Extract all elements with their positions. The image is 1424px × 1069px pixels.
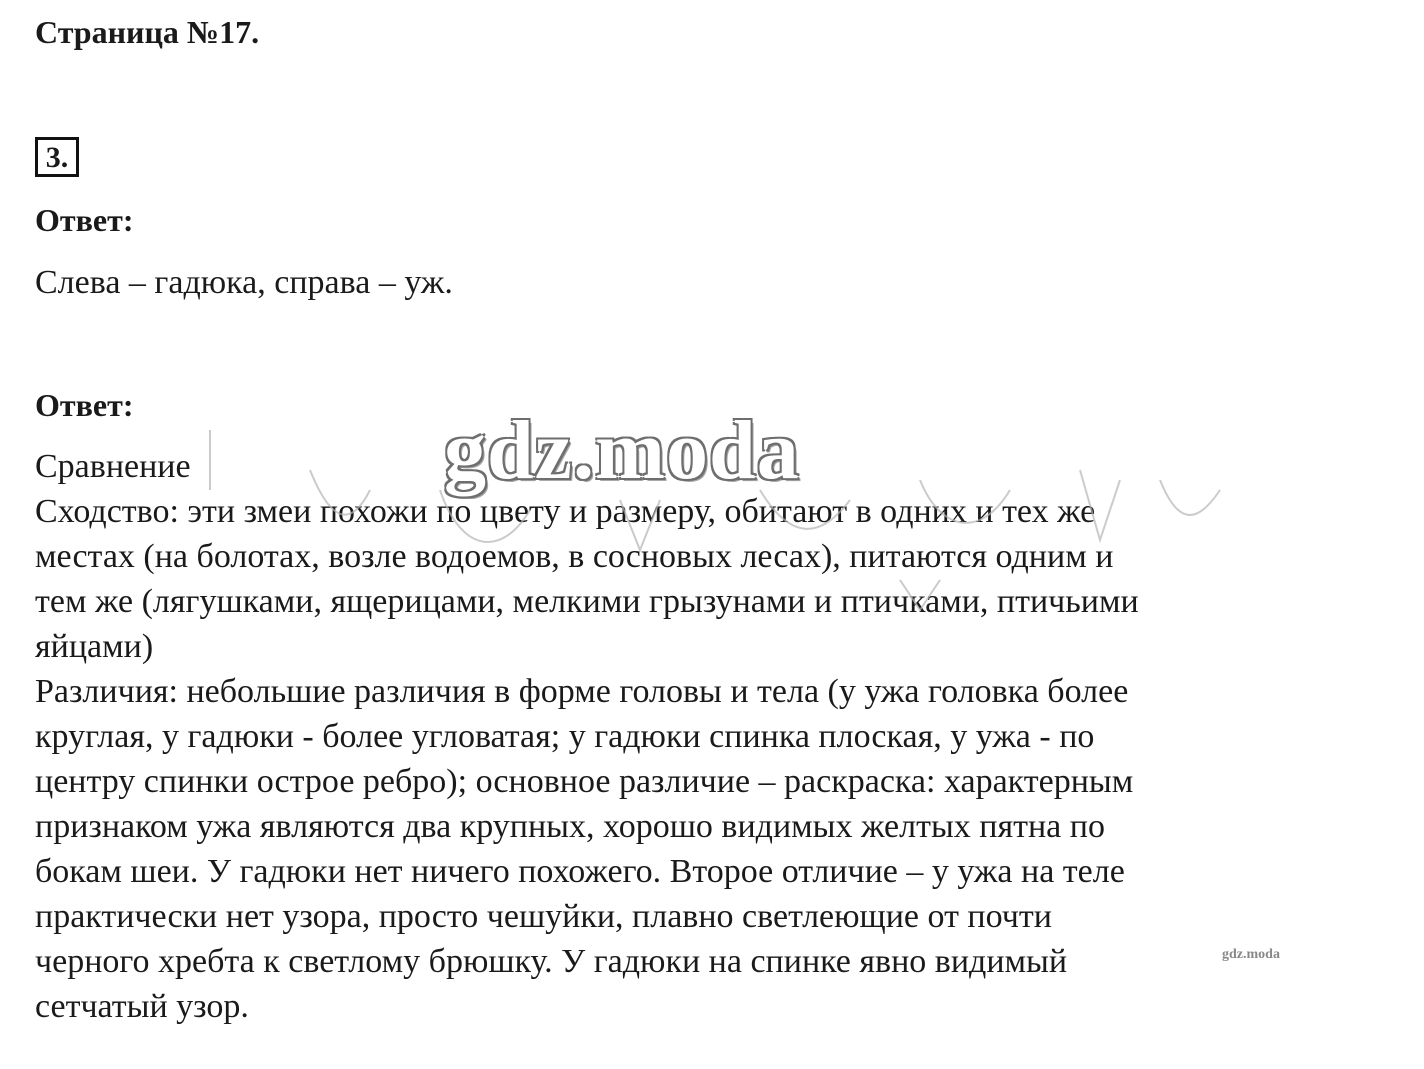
watermark-logo: gdz.moda — [444, 404, 800, 497]
page-heading: Страница №17. — [35, 14, 260, 50]
answer-label-2: Ответ: — [35, 387, 134, 423]
answer-line: признаком ужа являются два крупных, хорошо видимых желтых пятна по — [35, 808, 1105, 845]
answer-line: Сравнение — [35, 448, 191, 485]
answer-line: Различия: небольшие различия в форме головы и тела (у ужа головка более — [35, 673, 1129, 710]
answer-line: черного хребта к светлому брюшку. У гадюки на спинке явно видимый — [35, 943, 1068, 980]
answer-line: местах (на болотах, возле водоемов, в сосновых лесах), питаются одним и — [35, 538, 1114, 575]
task-number-box: 3. — [35, 137, 79, 177]
answer-line: Сходство: эти змеи похожи по цвету и размеру, обитают в одних и тех же — [35, 493, 1096, 530]
answer-text-1: Слева – гадюка, справа – уж. — [35, 264, 453, 301]
answer-line: бокам шеи. У гадюки нет ничего похожего. Второе отличие – у ужа на теле — [35, 853, 1125, 890]
answer-line: яйцами) — [35, 628, 154, 665]
answer-label-1: Ответ: — [35, 202, 134, 238]
answer-line: тем же (лягушками, ящерицами, мелкими грызунами и птичками, птичьими — [35, 583, 1139, 620]
answer-line: практически нет узора, просто чешуйки, плавно светлеющие от почти — [35, 898, 1052, 935]
answer-line: сетчатый узор. — [35, 988, 249, 1025]
answer-line: центру спинки острое ребро); основное различие – раскраска: характерным — [35, 763, 1134, 800]
answer-line: круглая, у гадюки - более угловатая; у гадюки спинка плоская, у ужа - по — [35, 718, 1095, 755]
answer-text-2 — [35, 444, 1335, 1029]
watermark-small: gdz.moda — [1222, 947, 1280, 962]
